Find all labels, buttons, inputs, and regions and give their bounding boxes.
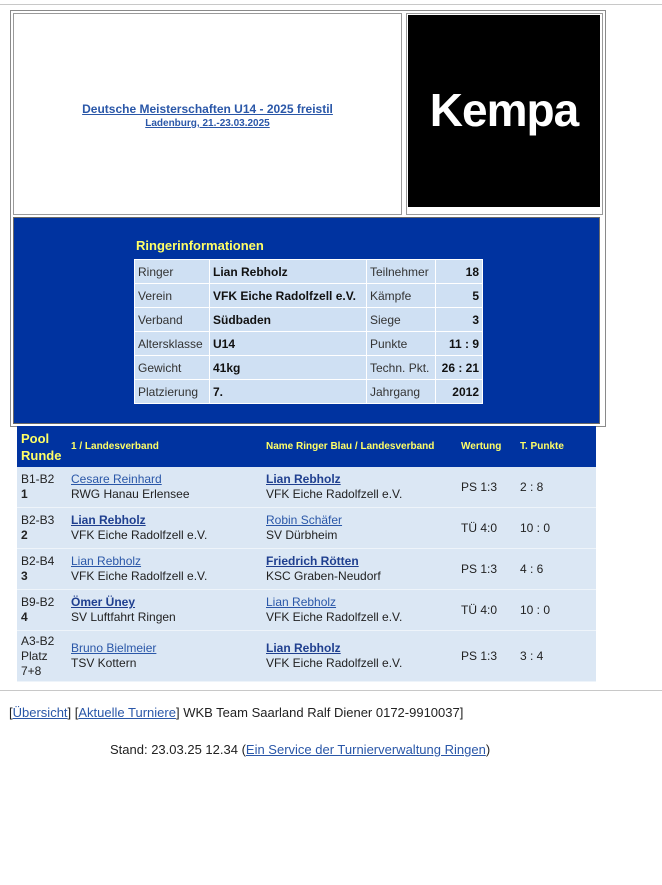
- blue-wrestler-link[interactable]: Lian Rebholz: [266, 595, 337, 609]
- info-value: Südbaden: [210, 308, 367, 332]
- wrestler-info-panel: [13, 217, 600, 424]
- info-heading: Ringerinformationen: [136, 238, 264, 253]
- info-value: 7.: [210, 380, 367, 404]
- round-number: 1: [21, 487, 28, 501]
- blue-cell: [262, 631, 457, 682]
- info-row: [135, 332, 483, 356]
- tpoints-cell: 2 : 8: [516, 467, 596, 508]
- result-header: Wertung: [457, 426, 516, 467]
- bout-row: [17, 549, 596, 590]
- tournament-location-link[interactable]: Ladenburg, 21.-23.03.2025: [145, 118, 270, 129]
- pool-code: B9-B2: [21, 595, 55, 609]
- red-club: RWG Hanau Erlensee: [71, 487, 190, 501]
- info-label: Verein: [135, 284, 210, 308]
- info-label: Gewicht: [135, 356, 210, 380]
- info-value: 41kg: [210, 356, 367, 380]
- blue-cell: [262, 467, 457, 508]
- pool-code: A3-B2: [21, 633, 55, 648]
- info-value: U14: [210, 332, 367, 356]
- round-number: 2: [21, 528, 28, 542]
- blue-club: VFK Eiche Radolfzell e.V.: [266, 487, 403, 501]
- info-label: Teilnehmer: [367, 260, 436, 284]
- red-header: 1 / Landesverband: [67, 426, 262, 467]
- result-cell: TÜ 4:0: [457, 508, 516, 549]
- tournament-title-link[interactable]: Deutsche Meisterschaften U14 - 2025 freistil: [82, 102, 333, 116]
- info-value: 18: [436, 260, 483, 284]
- blue-wrestler-link[interactable]: Lian Rebholz: [266, 641, 341, 655]
- result-cell: TÜ 4:0: [457, 590, 516, 631]
- info-row: [135, 260, 483, 284]
- round-label-2: 7+8: [21, 663, 42, 678]
- info-label: Altersklasse: [135, 332, 210, 356]
- tpoints-cell: 3 : 4: [516, 631, 596, 682]
- bouts-table: [17, 426, 596, 682]
- info-row: [135, 284, 483, 308]
- tpoints-cell: 4 : 6: [516, 549, 596, 590]
- info-value: VFK Eiche Radolfzell e.V.: [210, 284, 367, 308]
- result-cell: PS 1:3: [457, 549, 516, 590]
- blue-cell: [262, 549, 457, 590]
- round-label: Platz: [21, 648, 48, 663]
- pool-header: Pool: [21, 430, 50, 446]
- wrestler-info-table: [134, 259, 483, 404]
- info-value: 26 : 21: [436, 356, 483, 380]
- round-header: Runde: [21, 447, 62, 463]
- red-wrestler-link[interactable]: Lian Rebholz: [71, 554, 142, 568]
- header-frame: [10, 10, 606, 427]
- red-cell: [67, 631, 262, 682]
- bottom-divider: [0, 690, 662, 691]
- red-wrestler-link[interactable]: Lian Rebholz: [71, 513, 146, 527]
- overview-link[interactable]: Übersicht: [12, 705, 68, 720]
- pool-cell: [17, 549, 67, 590]
- pool-round-header: [17, 426, 67, 467]
- round-number: 4: [21, 610, 28, 624]
- bout-row: [17, 631, 596, 682]
- pool-code: B2-B4: [21, 554, 55, 568]
- info-label: Ringer: [135, 260, 210, 284]
- sponsor-logo: [408, 15, 600, 207]
- pool-code: B2-B3: [21, 513, 55, 527]
- info-label: Verband: [135, 308, 210, 332]
- red-club: VFK Eiche Radolfzell e.V.: [71, 569, 208, 583]
- tpoints-cell: 10 : 0: [516, 508, 596, 549]
- blue-header: Name Ringer Blau / Landesverband: [262, 426, 457, 467]
- info-row: [135, 308, 483, 332]
- info-label: Techn. Pkt.: [367, 356, 436, 380]
- bouts-header-row: [17, 426, 596, 467]
- info-label: Platzierung: [135, 380, 210, 404]
- tpoints-header: T. Punkte: [516, 426, 596, 467]
- blue-club: VFK Eiche Radolfzell e.V.: [266, 610, 403, 624]
- blue-wrestler-link[interactable]: Robin Schäfer: [266, 513, 343, 527]
- info-value: 3: [436, 308, 483, 332]
- blue-cell: [262, 508, 457, 549]
- sponsor-logo-text: Kempa: [429, 84, 579, 136]
- contact-text: WKB Team Saarland Ralf Diener 0172-9910037: [183, 705, 460, 720]
- blue-club: KSC Graben-Neudorf: [266, 569, 381, 583]
- info-value: Lian Rebholz: [210, 260, 367, 284]
- red-club: SV Luftfahrt Ringen: [71, 610, 176, 624]
- logo-cell: [406, 13, 603, 215]
- top-divider: [0, 4, 662, 5]
- red-cell: [67, 590, 262, 631]
- bout-row: [17, 467, 596, 508]
- footer-stand: Stand: 23.03.25 12.34 (Ein Service der Turnierverwaltung Ringen): [110, 742, 491, 757]
- red-cell: [67, 467, 262, 508]
- stand-text: Stand: 23.03.25 12.34: [110, 742, 238, 757]
- info-label: Kämpfe: [367, 284, 436, 308]
- blue-cell: [262, 590, 457, 631]
- blue-club: SV Dürbheim: [266, 528, 338, 542]
- red-wrestler-link[interactable]: Cesare Reinhard: [71, 472, 162, 486]
- title-cell: [13, 13, 402, 215]
- info-value: 5: [436, 284, 483, 308]
- result-cell: PS 1:3: [457, 631, 516, 682]
- red-club: VFK Eiche Radolfzell e.V.: [71, 528, 208, 542]
- info-row: [135, 356, 483, 380]
- footer-nav: [Übersicht] [Aktuelle Turniere] WKB Team Saarland Ralf Diener 0172-9910037]: [9, 705, 464, 720]
- red-cell: [67, 508, 262, 549]
- pool-cell: [17, 508, 67, 549]
- tpoints-cell: 10 : 0: [516, 590, 596, 631]
- info-value: 2012: [436, 380, 483, 404]
- result-cell: PS 1:3: [457, 467, 516, 508]
- info-label: Jahrgang: [367, 380, 436, 404]
- bout-row: [17, 508, 596, 549]
- blue-wrestler-link[interactable]: Lian Rebholz: [266, 472, 341, 486]
- pool-cell: [17, 631, 67, 682]
- red-cell: [67, 549, 262, 590]
- info-label: Siege: [367, 308, 436, 332]
- pool-cell: [17, 590, 67, 631]
- bout-row: [17, 590, 596, 631]
- red-club: TSV Kottern: [71, 656, 137, 670]
- pool-cell: [17, 467, 67, 508]
- tournaments-link[interactable]: Aktuelle Turniere: [78, 705, 176, 720]
- blue-club: VFK Eiche Radolfzell e.V.: [266, 656, 403, 670]
- red-wrestler-link[interactable]: Ömer Üney: [71, 595, 136, 609]
- blue-wrestler-link[interactable]: Friedrich Rötten: [266, 554, 359, 568]
- service-link[interactable]: Ein Service der Turnierverwaltung Ringen: [245, 742, 486, 757]
- pool-code: B1-B2: [21, 472, 55, 486]
- info-label: Punkte: [367, 332, 436, 356]
- round-number: 3: [21, 569, 28, 583]
- info-value: 11 : 9: [436, 332, 483, 356]
- red-wrestler-link[interactable]: Bruno Bielmeier: [71, 641, 157, 655]
- info-row: [135, 380, 483, 404]
